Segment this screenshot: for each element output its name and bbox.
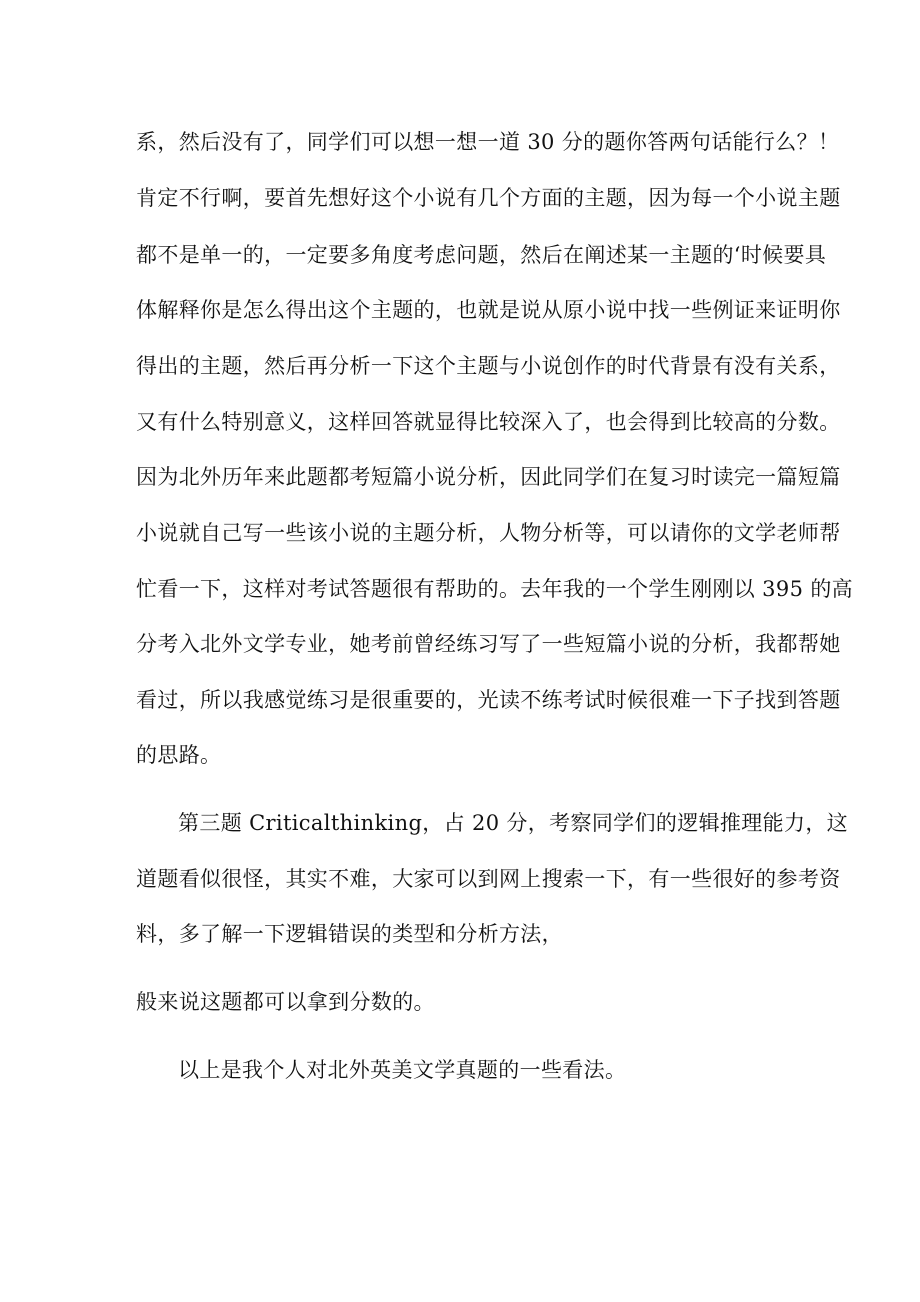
text-line: 系，然后没有了，同学们可以想一想一道 30 分的题你答两句话能行么？！ <box>136 130 840 154</box>
text-line: 体解释你是怎么得出这个主题的，也就是说从原小说中找一些例证来证明你 <box>136 298 841 322</box>
text-line: 道题看似很怪，其实不难，大家可以到网上搜索一下，有一些很好的参考资 <box>136 867 841 891</box>
text-line: 得出的主题，然后再分析一下这个主题与小说创作的时代背景有没有关系， <box>136 354 841 378</box>
text-line: 小说就自己写一些该小说的主题分析，人物分析等，可以请你的文学老师帮 <box>136 521 841 545</box>
text-line: 第三题 Criticalthinking，占 20 分，考察同学们的逻辑推理能力，这 <box>178 811 849 835</box>
text-line: 肯定不行啊，要首先想好这个小说有几个方面的主题，因为每一个小说主题 <box>136 186 841 210</box>
text-line: 因为北外历年来此题都考短篇小说分析，因此同学们在复习时读完一篇短篇 <box>136 465 841 489</box>
text-line: 般来说这题都可以拿到分数的。 <box>136 990 435 1014</box>
text-line: 忙看一下，这样对考试答题很有帮助的。去年我的一个学生刚刚以 395 的高 <box>136 577 854 601</box>
text-line: 又有什么特别意义，这样回答就显得比较深入了，也会得到比较高的分数。 <box>136 410 841 434</box>
text-line: 以上是我个人对北外英美文学真题的一些看法。 <box>178 1058 627 1082</box>
text-line: 都不是单一的，一定要多角度考虑问题，然后在阐述某一主题的‘时候要具 <box>136 243 827 267</box>
text-line: 看过，所以我感觉练习是很重要的，光读不练考试时候很难一下子找到答题 <box>136 688 841 712</box>
text-line: 料，多了解一下逻辑错误的类型和分析方法， <box>136 922 563 946</box>
text-line: 分考入北外文学专业，她考前曾经练习写了一些短篇小说的分析，我都帮她 <box>136 632 841 656</box>
text-line: 的思路。 <box>136 743 222 767</box>
